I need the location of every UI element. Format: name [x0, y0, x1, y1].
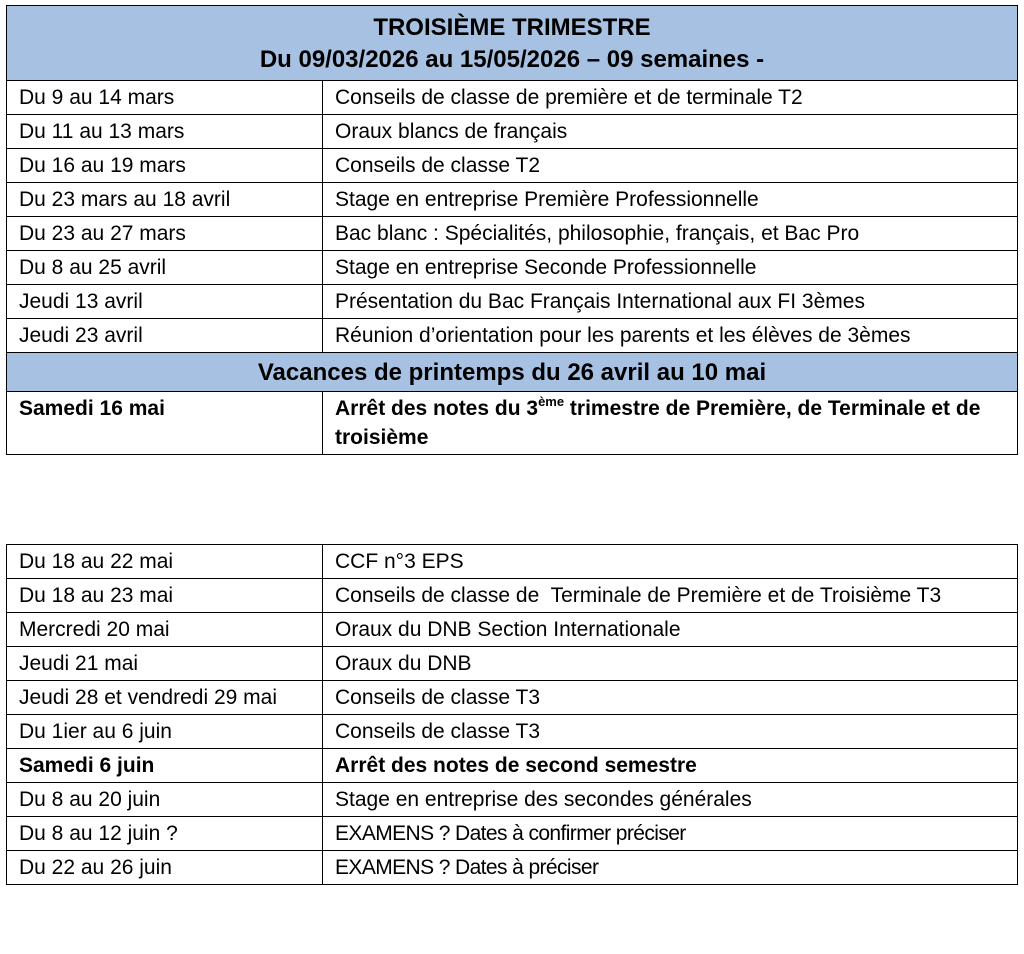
date-cell: Du 18 au 23 mai [7, 579, 323, 613]
event-cell: CCF n°3 EPS [323, 545, 1018, 579]
third-trimester-table [6, 5, 1018, 455]
trimester-header-row [7, 6, 1018, 81]
event-text: Arrêt des notes du 3 [335, 397, 539, 420]
table-row [7, 681, 1018, 715]
date-cell: Du 8 au 25 avril [7, 251, 323, 285]
date-cell: Du 1ier au 6 juin [7, 715, 323, 749]
table-row [7, 217, 1018, 251]
event-cell: Stage en entreprise Seconde Professionnelle [323, 251, 1018, 285]
end-of-year-table [6, 544, 1018, 885]
event-cell: Arrêt des notes de second semestre [323, 749, 1018, 783]
event-cell: Conseils de classe T3 [323, 715, 1018, 749]
table-row [7, 81, 1018, 115]
event-cell: Stage en entreprise des secondes générales [323, 783, 1018, 817]
event-cell: Conseils de classe T3 [323, 681, 1018, 715]
table-row [7, 285, 1018, 319]
table-row [7, 749, 1018, 783]
date-cell: Du 16 au 19 mars [7, 149, 323, 183]
event-cell: EXAMENS ? Dates à confirmer préciser [323, 817, 1018, 851]
date-cell: Du 11 au 13 mars [7, 115, 323, 149]
trimester-title: TROISIÈME TRIMESTRE [373, 14, 651, 41]
date-cell: Du 8 au 20 juin [7, 783, 323, 817]
date-cell: Jeudi 23 avril [7, 319, 323, 353]
date-cell: Samedi 6 juin [7, 749, 323, 783]
event-text: trimestre de Première, de Terminale et de troisième [335, 397, 981, 449]
date-cell: Jeudi 28 et vendredi 29 mai [7, 681, 323, 715]
event-cell: Réunion d’orientation pour les parents et les élèves de 3èmes [323, 319, 1018, 353]
event-cell: Oraux du DNB Section Internationale [323, 613, 1018, 647]
date-cell: Du 23 au 27 mars [7, 217, 323, 251]
date-cell: Du 23 mars au 18 avril [7, 183, 323, 217]
vacation-row [7, 353, 1018, 392]
table-row [7, 545, 1018, 579]
event-cell: Bac blanc : Spécialités, philosophie, français, et Bac Pro [323, 217, 1018, 251]
event-cell: Oraux du DNB [323, 647, 1018, 681]
table-row [7, 251, 1018, 285]
event-cell: Conseils de classe de Terminale de Première et de Troisième T3 [323, 579, 1018, 613]
event-cell: Présentation du Bac Français International aux FI 3èmes [323, 285, 1018, 319]
date-cell: Du 18 au 22 mai [7, 545, 323, 579]
date-cell: Jeudi 13 avril [7, 285, 323, 319]
table-row [7, 715, 1018, 749]
table-row [7, 817, 1018, 851]
trimester-header [7, 6, 1018, 81]
event-cell: Oraux blancs de français [323, 115, 1018, 149]
date-cell: Samedi 16 mai [7, 392, 323, 455]
date-cell: Jeudi 21 mai [7, 647, 323, 681]
date-cell: Du 22 au 26 juin [7, 851, 323, 885]
table-row [7, 783, 1018, 817]
event-cell [323, 392, 1018, 455]
event-cell: Stage en entreprise Première Professionnelle [323, 183, 1018, 217]
table-row [7, 647, 1018, 681]
table-row [7, 183, 1018, 217]
date-cell: Mercredi 20 mai [7, 613, 323, 647]
table-row [7, 851, 1018, 885]
event-cell: Conseils de classe T2 [323, 149, 1018, 183]
date-cell: Du 9 au 14 mars [7, 81, 323, 115]
date-cell: Du 8 au 12 juin ? [7, 817, 323, 851]
vacation-banner: Vacances de printemps du 26 avril au 10 mai [7, 353, 1018, 392]
table-row [7, 115, 1018, 149]
table-row [7, 392, 1018, 455]
table-row [7, 579, 1018, 613]
ordinal-suffix: ème [538, 394, 565, 409]
event-cell: EXAMENS ? Dates à préciser [323, 851, 1018, 885]
trimester-subtitle: Du 09/03/2026 au 15/05/2026 – 09 semaines - [259, 46, 765, 73]
event-cell: Conseils de classe de première et de terminale T2 [323, 81, 1018, 115]
table-row [7, 613, 1018, 647]
table-row [7, 149, 1018, 183]
table-row [7, 319, 1018, 353]
